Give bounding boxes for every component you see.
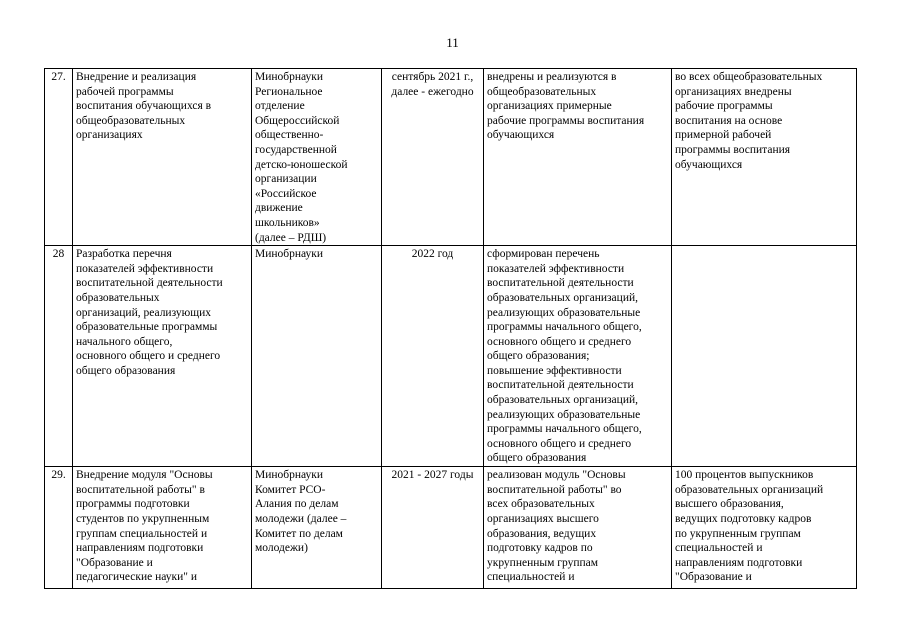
executor-cell [252,246,382,467]
page-number: 11 [446,35,459,50]
indicator-cell [672,69,857,246]
cell-text-line: Общероссийской [255,114,340,127]
cell-text-line: воспитательной деятельности [76,277,223,290]
cell-text-line: воспитательной работы" во [487,483,622,496]
cell-text-line: рабочей программы [76,85,174,98]
deadline-cell [382,69,484,246]
cell-text-line: общего образования; [487,350,590,363]
cell-text-line: общеобразовательных [487,85,597,98]
cell-text-line: школьников» [255,216,320,229]
cell-text-line: всех образовательных [487,498,595,511]
cell-text-line: основного общего и среднего [487,437,632,450]
row-number: 28 [45,246,73,467]
cell-text-line: Алания по делам [255,498,339,511]
cell-text-line: Минобрнауки [255,469,324,482]
cell-text-line: воспитания на основе [675,114,783,127]
cell-text-line: «Российское [255,187,317,200]
cell-text-line: организации [255,173,317,186]
result-cell [484,69,672,246]
cell-text-line: воспитательной деятельности [487,277,634,290]
indicator-cell [672,246,857,467]
cell-text-line: основного общего и среднего [76,350,221,363]
activity-cell [73,69,252,246]
cell-text-line: педагогические науки" и [76,571,198,584]
cell-text-line: 2022 год [411,248,454,261]
cell-text-line: рабочие программы [675,100,773,113]
row-number: 29. [45,467,73,589]
cell-text-line: начального общего, [76,335,173,348]
cell-text-line: государственной [255,143,337,156]
row-number: 27. [45,69,73,246]
cell-text-line: воспитательной деятельности [487,379,634,392]
deadline-cell [382,246,484,467]
cell-text-line: воспитания обучающихся в [76,100,212,113]
activity-cell [73,467,252,589]
cell-text-line: направлениям подготовки [675,556,803,569]
cell-text-line: специальностей и [675,542,763,555]
result-cell [484,246,672,467]
cell-text-line: группам специальностей и [76,527,208,540]
cell-text-line: молодежи (далее – [255,512,347,525]
cell-text-line: укрупненным группам [487,556,599,569]
cell-text-line: Комитет по делам [255,527,343,540]
cell-text-line: подготовку кадров по [487,542,593,555]
cell-text-line: сентябрь 2021 г., [391,71,474,83]
cell-text-line: студентов по укрупненным [76,512,210,525]
deadline-cell [382,467,484,589]
cell-text-line: образовательных организаций, [487,291,638,304]
executor-cell [252,69,382,246]
executor-cell [252,467,382,589]
cell-text-line: реализующих образовательные [487,408,641,421]
cell-text-line: образовательные программы [76,321,218,334]
cell-text-line: Комитет РСО- [255,483,326,496]
cell-text-line: организациях внедрены [675,85,792,98]
cell-text-line: образовательных организаций [675,483,824,496]
cell-text-line: Внедрение и реализация [76,71,197,83]
cell-text-line: общего образования [76,364,176,377]
cell-text-line: рабочие программы воспитания [487,114,645,127]
result-cell [484,467,672,589]
activity-cell [73,246,252,467]
table-row [45,69,857,246]
cell-text-line: ведущих подготовку кадров [675,512,812,525]
cell-text-line: отделение [255,100,305,113]
cell-text-line: Минобрнауки [255,248,324,261]
table-row [45,246,857,467]
cell-text-line: (далее – РДШ) [255,231,327,244]
cell-text-line: по укрупненным группам [675,527,801,540]
cell-text-line: общего образования [487,452,587,465]
cell-text-line: общеобразовательных [76,114,186,127]
cell-text-line: молодежи) [255,542,308,555]
cell-text-line: повышение эффективности [487,364,622,377]
cell-text-line: организациях высшего [487,512,599,525]
cell-text-line: реализующих образовательные [487,306,641,319]
cell-text-line: детско-юношеской [255,158,348,171]
cell-text-line: организациях [76,129,143,142]
cell-text-line: образовательных организаций, [487,394,638,407]
action-plan-table [44,68,857,589]
cell-text-line: Внедрение модуля "Основы [76,469,213,482]
cell-text-line: программы воспитания [675,143,791,156]
cell-text-line: Региональное [255,85,323,98]
cell-text-line: программы начального общего, [487,321,642,334]
cell-text-line: примерной рабочей [675,129,772,142]
cell-text-line: обучающихся [487,129,555,142]
cell-text-line: 2021 - 2027 годы [391,469,474,482]
indicator-cell [672,467,857,589]
cell-text-line: "Образование и [675,571,752,584]
cell-text-line: образования, ведущих [487,527,597,540]
cell-text-line: образовательных [76,291,160,304]
cell-text-line: 100 процентов выпускников [675,469,814,482]
cell-text-line: движение [255,202,303,215]
cell-text-line: программы подготовки [76,498,190,511]
cell-text-line: общественно- [255,129,324,142]
cell-text-line: Минобрнауки [255,71,324,83]
cell-text-line: специальностей и [487,571,575,584]
cell-text-line: Разработка перечня [76,248,172,261]
cell-text-line: реализован модуль "Основы [487,469,626,482]
cell-text-line: внедрены и реализуются в [487,71,617,83]
table-row [45,467,857,589]
cell-text-line: высшего образования, [675,498,784,511]
cell-text-line: воспитательной работы" в [76,483,205,496]
cell-text-line: сформирован перечень [487,248,600,261]
cell-text-line: организациях примерные [487,100,612,113]
cell-text-line: основного общего и среднего [487,335,632,348]
cell-text-line: показателей эффективности [76,262,214,275]
cell-text-line: организаций, реализующих [76,306,211,319]
cell-text-line: направлениям подготовки [76,542,204,555]
cell-text-line: обучающихся [675,158,743,171]
cell-text-line: во всех общеобразовательных [675,71,823,83]
cell-text-line: "Образование и [76,556,153,569]
cell-text-line: показателей эффективности [487,262,625,275]
cell-text-line: далее - ежегодно [391,85,474,98]
cell-text-line: программы начального общего, [487,423,642,436]
